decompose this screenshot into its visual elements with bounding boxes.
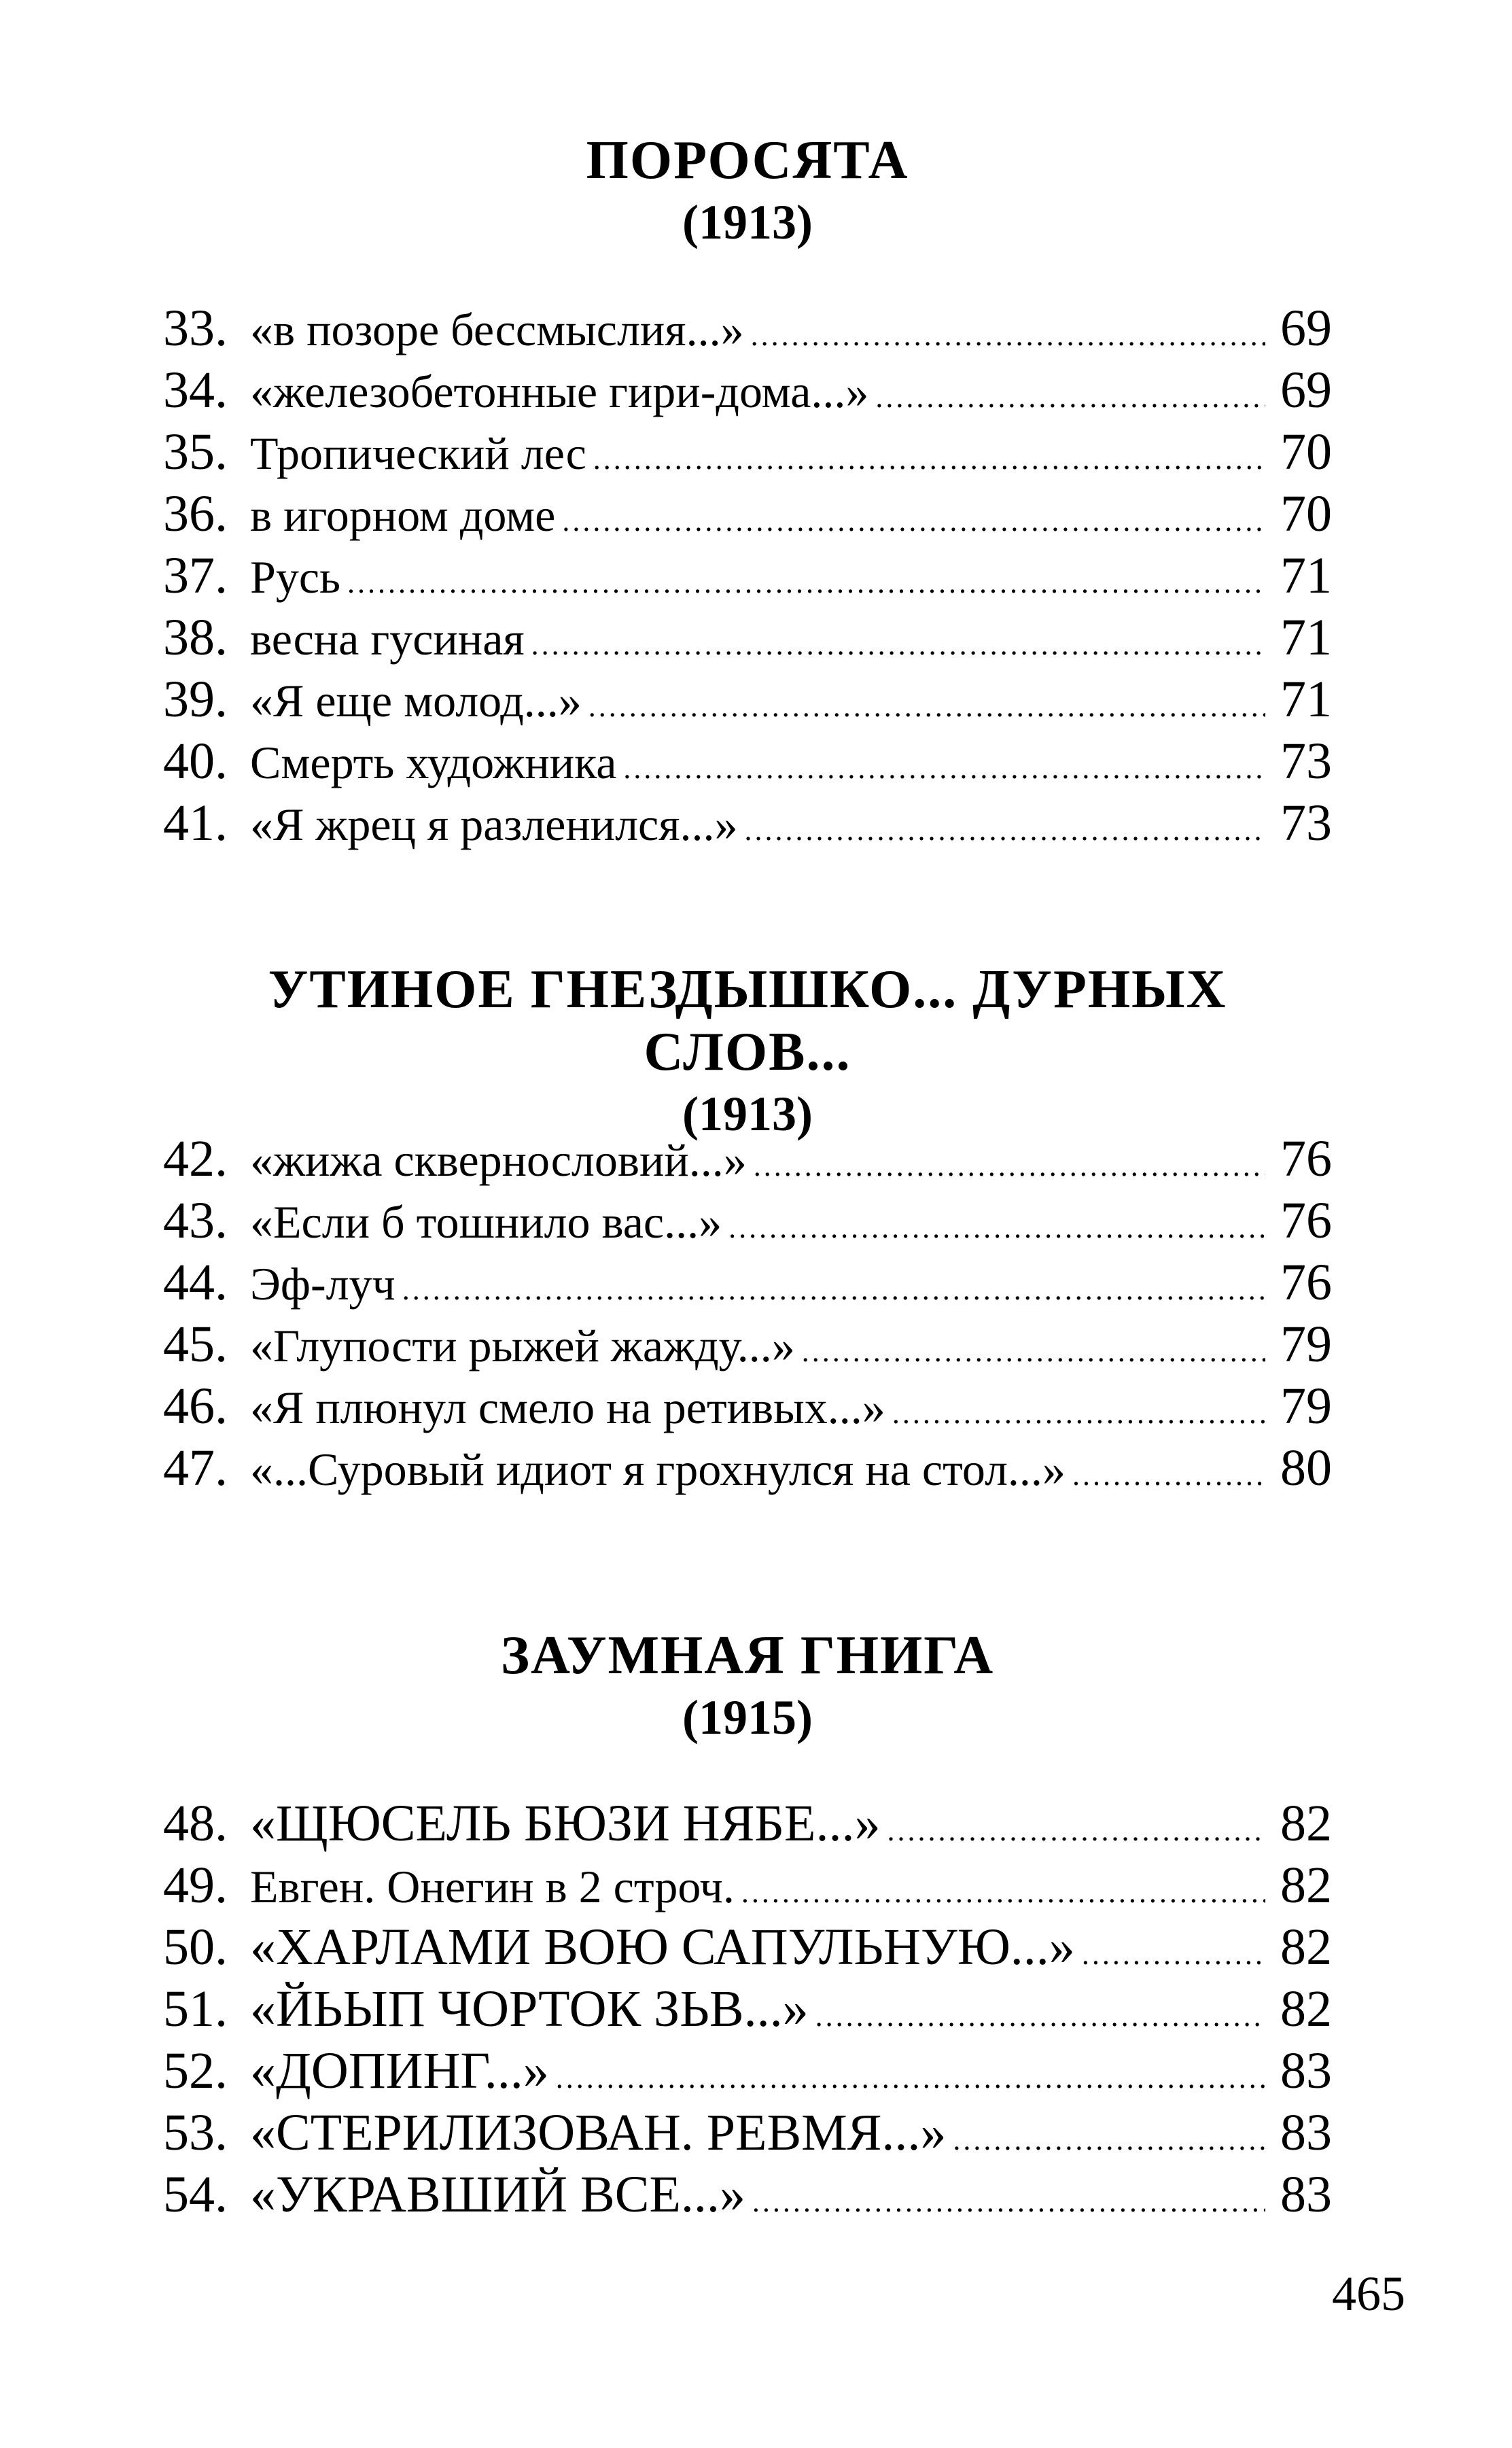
entry-title: «в позоре бессмыслия...» xyxy=(250,304,744,355)
section-year: (1913) xyxy=(682,195,813,249)
dot-leader xyxy=(347,552,1265,614)
toc-entry xyxy=(163,1190,1332,1252)
dot-leader xyxy=(887,1800,1265,1861)
toc-entry xyxy=(163,1437,1332,1499)
toc-entry xyxy=(163,1917,1332,1978)
entry-title: «ХАРЛАМИ ВОЮ САПУЛЬНУЮ...» xyxy=(250,1919,1075,1976)
entry-title: весна гусиная xyxy=(250,613,525,665)
entry-page: 70 xyxy=(1280,423,1332,480)
entry-title: «ДОПИНГ...» xyxy=(250,2042,549,2099)
dot-leader xyxy=(741,1861,1265,1923)
dot-leader xyxy=(1082,1923,1265,1985)
entry-title: Тропический лес xyxy=(250,427,586,479)
entry-page: 69 xyxy=(1280,362,1332,419)
dot-leader xyxy=(588,676,1265,737)
entry-page: 79 xyxy=(1280,1316,1332,1373)
entry-title: Евген. Онегин в 2 строч. xyxy=(250,1861,735,1912)
entry-number: 43. xyxy=(163,1192,228,1249)
toc-entries xyxy=(163,298,1332,854)
entry-title: «Я жрец я разленился...» xyxy=(250,799,738,850)
entry-number: 51. xyxy=(163,1980,228,2038)
toc-entry xyxy=(163,2040,1332,2102)
toc-entry xyxy=(163,2102,1332,2164)
entry-page: 76 xyxy=(1280,1192,1332,1249)
toc-entry xyxy=(163,1128,1332,1190)
entry-title: «...Суровый идиот я грохнулся на стол...» xyxy=(250,1444,1066,1495)
entry-page: 82 xyxy=(1280,1919,1332,1976)
toc-entry xyxy=(163,1855,1332,1917)
toc-entry xyxy=(163,1978,1332,2040)
entry-page: 73 xyxy=(1280,794,1332,852)
entry-page: 69 xyxy=(1280,300,1332,357)
entry-page: 83 xyxy=(1280,2166,1332,2223)
entry-title: «Я еще молод...» xyxy=(250,675,582,727)
dot-leader xyxy=(752,2171,1265,2233)
entry-number: 34. xyxy=(163,362,228,419)
dot-leader xyxy=(802,1321,1265,1382)
section-title: ЗАУМНАЯ ГНИГА xyxy=(500,1626,995,1685)
entry-page: 82 xyxy=(1280,1980,1332,2038)
entry-title: «ЩЮСЕЛЬ БЮЗИ НЯБЕ...» xyxy=(250,1795,881,1852)
entry-number: 49. xyxy=(163,1857,228,1914)
entry-number: 46. xyxy=(163,1378,228,1435)
dot-leader xyxy=(402,1259,1265,1321)
dot-leader xyxy=(953,2109,1265,2171)
entry-title: Эф-луч xyxy=(250,1258,395,1310)
entry-page: 83 xyxy=(1280,2042,1332,2099)
entry-page: 71 xyxy=(1280,671,1332,728)
dot-leader xyxy=(531,614,1265,676)
dot-leader xyxy=(728,1197,1265,1259)
entry-number: 35. xyxy=(163,423,228,480)
entry-title: «жижа сквернословий...» xyxy=(250,1134,747,1186)
entry-title: «Если б тошнило вас...» xyxy=(250,1196,722,1248)
dot-leader xyxy=(562,490,1265,552)
entry-number: 33. xyxy=(163,300,228,357)
dot-leader xyxy=(745,799,1265,861)
entry-number: 42. xyxy=(163,1130,228,1187)
toc-entry xyxy=(163,483,1332,545)
entry-title: «УКРАВШИЙ ВСЕ...» xyxy=(250,2166,745,2223)
dot-leader xyxy=(875,366,1265,428)
toc-entry xyxy=(163,731,1332,792)
entry-page: 82 xyxy=(1280,1857,1332,1914)
toc-entry xyxy=(163,298,1332,360)
dot-leader xyxy=(754,1135,1265,1197)
entry-title: в игорном доме xyxy=(250,489,556,541)
toc-entry xyxy=(163,1252,1332,1314)
entry-number: 44. xyxy=(163,1254,228,1311)
entry-page: 71 xyxy=(1280,609,1332,666)
entry-page: 76 xyxy=(1280,1254,1332,1311)
entry-page: 79 xyxy=(1280,1378,1332,1435)
toc-entry xyxy=(163,545,1332,607)
entry-number: 53. xyxy=(163,2104,228,2161)
dot-leader xyxy=(623,737,1265,799)
entry-title: «СТЕРИЛИЗОВАН. РЕВМЯ...» xyxy=(250,2104,947,2161)
toc-entry xyxy=(163,607,1332,669)
toc-entry xyxy=(163,360,1332,421)
dot-leader xyxy=(556,2047,1265,2109)
entry-number: 36. xyxy=(163,485,228,542)
entry-title: Смерть художника xyxy=(250,737,617,788)
toc-entry xyxy=(163,421,1332,483)
entry-number: 54. xyxy=(163,2166,228,2223)
dot-leader xyxy=(892,1382,1265,1444)
entry-page: 83 xyxy=(1280,2104,1332,2161)
entry-page: 80 xyxy=(1280,1439,1332,1497)
entry-number: 45. xyxy=(163,1316,228,1373)
entry-number: 37. xyxy=(163,547,228,604)
entry-number: 52. xyxy=(163,2042,228,2099)
entry-number: 48. xyxy=(163,1795,228,1852)
toc-entry xyxy=(163,669,1332,731)
dot-leader xyxy=(1072,1444,1265,1506)
entry-number: 38. xyxy=(163,609,228,666)
entry-title: «железобетонные гири-дома...» xyxy=(250,366,869,417)
section-year: (1915) xyxy=(682,1690,813,1745)
toc-entry xyxy=(163,792,1332,854)
toc-entry xyxy=(163,2164,1332,2226)
dot-leader xyxy=(751,304,1265,366)
entry-number: 47. xyxy=(163,1439,228,1497)
toc-section-porosyata xyxy=(163,129,1332,852)
section-title: ПОРОСЯТА xyxy=(586,130,909,190)
entry-number: 41. xyxy=(163,794,228,852)
toc-entries xyxy=(163,1128,1332,1499)
dot-leader xyxy=(815,1985,1265,2047)
entry-page: 73 xyxy=(1280,733,1332,790)
toc-entry xyxy=(163,1793,1332,1855)
entry-page: 76 xyxy=(1280,1130,1332,1187)
entry-page: 70 xyxy=(1280,485,1332,542)
toc-entry xyxy=(163,1376,1332,1437)
entry-number: 40. xyxy=(163,733,228,790)
toc-section-zaumnaya-gniga xyxy=(163,1624,1332,2223)
toc-section-utinoe-gnezdyshko xyxy=(163,958,1332,1497)
page-number: 465 xyxy=(1332,2267,1405,2321)
section-title: УТИНОЕ ГНЕЗДЫШКО... ДУРНЫХ СЛОВ... xyxy=(268,960,1227,1082)
entry-page: 71 xyxy=(1280,547,1332,604)
entry-number: 50. xyxy=(163,1919,228,1976)
section-year: (1913) xyxy=(682,1087,813,1141)
toc-entries xyxy=(163,1793,1332,2226)
entry-title: Русь xyxy=(250,551,341,603)
entry-title: «Я плюнул смело на ретивых...» xyxy=(250,1382,885,1433)
dot-leader xyxy=(593,428,1265,490)
entry-title: «Глупости рыжей жажду...» xyxy=(250,1320,795,1371)
entry-page: 82 xyxy=(1280,1795,1332,1852)
entry-title: «ЙЬЫП ЧОРТОК ЗЬВ...» xyxy=(250,1980,809,2038)
toc-entry xyxy=(163,1314,1332,1376)
entry-number: 39. xyxy=(163,671,228,728)
